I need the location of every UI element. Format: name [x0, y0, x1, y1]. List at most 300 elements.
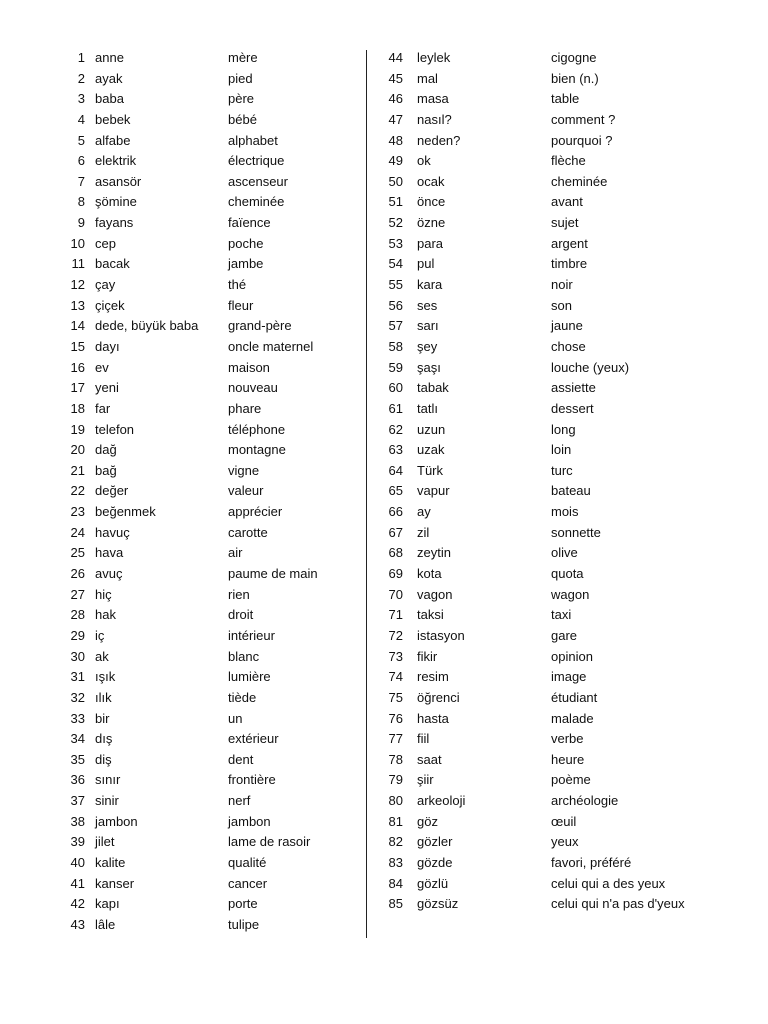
turkish-word: gözler	[417, 834, 453, 850]
vocabulary-entry	[378, 564, 708, 585]
french-translation: quota	[551, 566, 584, 582]
french-translation: phare	[228, 400, 262, 416]
entry-number: 67	[388, 524, 403, 540]
vocabulary-entry	[378, 213, 708, 234]
french-translation: blanc	[228, 648, 260, 664]
french-translation: fleur	[228, 297, 254, 313]
french-translation: yeux	[551, 834, 579, 850]
entry-number: 77	[388, 731, 403, 747]
entry-number: 46	[388, 91, 403, 107]
french-translation: œuil	[551, 813, 577, 829]
turkish-word: öğrenci	[417, 689, 460, 705]
column-divider	[366, 50, 367, 938]
vocabulary-entry	[378, 89, 708, 110]
vocabulary-entry	[60, 192, 360, 213]
vocabulary-entry	[60, 874, 360, 895]
french-translation: bien (n.)	[551, 70, 599, 86]
vocabulary-entry	[60, 151, 360, 172]
turkish-word: bacak	[95, 256, 130, 272]
turkish-word: özne	[417, 215, 446, 231]
vocabulary-entry	[378, 399, 708, 420]
entry-number: 69	[388, 566, 403, 582]
vocabulary-entry	[378, 192, 708, 213]
turkish-word: bir	[95, 710, 110, 726]
vocabulary-entry	[60, 461, 360, 482]
entry-number: 39	[70, 834, 85, 850]
turkish-word: gözlü	[417, 875, 449, 891]
entry-number: 38	[70, 813, 85, 829]
vocabulary-entry	[60, 234, 360, 255]
entry-number: 23	[70, 504, 85, 520]
turkish-word: şömine	[95, 194, 137, 210]
entry-number: 35	[70, 751, 85, 767]
entry-number: 3	[77, 91, 85, 107]
entry-number: 4	[77, 111, 85, 127]
turkish-word: ayak	[95, 70, 123, 86]
vocabulary-entry	[60, 89, 360, 110]
french-translation: jambon	[228, 813, 271, 829]
turkish-word: fikir	[417, 648, 438, 664]
entry-number: 5	[77, 132, 85, 148]
vocabulary-entry	[378, 585, 708, 606]
french-translation: loin	[551, 442, 572, 458]
french-translation: cheminée	[551, 173, 608, 189]
french-translation: électrique	[228, 153, 285, 169]
entry-number: 52	[388, 215, 403, 231]
vocabulary-entry	[378, 894, 708, 915]
vocabulary-entry	[60, 481, 360, 502]
entry-number: 10	[70, 235, 85, 251]
entry-number: 55	[388, 277, 403, 293]
entry-number: 29	[70, 627, 85, 643]
entry-number: 53	[388, 235, 403, 251]
vocabulary-entry	[60, 316, 360, 337]
turkish-word: sınır	[95, 772, 121, 788]
french-translation: faïence	[228, 215, 271, 231]
french-translation: étudiant	[551, 689, 598, 705]
french-translation: image	[551, 669, 587, 685]
vocabulary-entry	[378, 729, 708, 750]
turkish-word: diş	[95, 751, 112, 767]
turkish-word: resim	[417, 669, 449, 685]
entry-number: 20	[70, 442, 85, 458]
turkish-word: değer	[95, 483, 129, 499]
turkish-word: uzun	[417, 421, 446, 437]
turkish-word: sarı	[417, 318, 439, 334]
entry-number: 68	[388, 545, 403, 561]
vocabulary-entry	[378, 358, 708, 379]
vocabulary-entry	[60, 337, 360, 358]
vocabulary-entry	[378, 791, 708, 812]
turkish-word: dede, büyük baba	[95, 318, 199, 334]
entry-number: 32	[70, 689, 85, 705]
turkish-word: ılık	[95, 689, 112, 705]
vocabulary-entry	[378, 874, 708, 895]
french-translation: montagne	[228, 442, 286, 458]
entry-number: 36	[70, 772, 85, 788]
entry-number: 59	[388, 359, 403, 375]
french-translation: celui qui a des yeux	[551, 875, 666, 891]
entry-number: 83	[388, 854, 403, 870]
vocabulary-entry	[60, 131, 360, 152]
french-translation: taxi	[551, 607, 572, 623]
entry-number: 42	[70, 896, 85, 912]
entry-number: 33	[70, 710, 85, 726]
french-translation: flèche	[551, 153, 586, 169]
vocabulary-entry	[378, 378, 708, 399]
vocabulary-entry	[378, 605, 708, 626]
entry-number: 72	[388, 627, 403, 643]
entry-number: 50	[388, 173, 403, 189]
french-translation: long	[551, 421, 576, 437]
french-translation: comment ?	[551, 111, 616, 127]
french-translation: sonnette	[551, 524, 601, 540]
entry-number: 43	[70, 916, 85, 932]
french-translation: thé	[228, 277, 247, 293]
turkish-word: dayı	[95, 338, 120, 354]
entry-number: 81	[388, 813, 403, 829]
turkish-word: havuç	[95, 524, 130, 540]
vocabulary-list-right	[378, 48, 708, 915]
turkish-word: gözsüz	[417, 896, 459, 912]
turkish-word: anne	[95, 50, 124, 65]
vocabulary-entry	[60, 812, 360, 833]
french-translation: mère	[228, 50, 258, 65]
vocabulary-entry	[378, 543, 708, 564]
turkish-word: leylek	[417, 50, 451, 65]
entry-number: 26	[70, 566, 85, 582]
entry-number: 48	[388, 132, 403, 148]
vocabulary-entry	[60, 275, 360, 296]
turkish-word: ok	[417, 153, 431, 169]
turkish-word: şey	[417, 338, 438, 354]
turkish-word: şiir	[417, 772, 434, 788]
vocabulary-entry	[378, 254, 708, 275]
entry-number: 66	[388, 504, 403, 520]
vocabulary-entry	[60, 378, 360, 399]
french-translation: un	[228, 710, 243, 726]
entry-number: 56	[388, 297, 403, 313]
turkish-word: jambon	[95, 813, 138, 829]
french-translation: cheminée	[228, 194, 285, 210]
turkish-word: istasyon	[417, 627, 465, 643]
french-translation: porte	[228, 896, 258, 912]
vocabulary-entry	[378, 151, 708, 172]
entry-number: 19	[70, 421, 85, 437]
turkish-word: zeytin	[417, 545, 451, 561]
entry-number: 60	[388, 380, 403, 396]
vocabulary-entry	[378, 667, 708, 688]
turkish-word: ay	[417, 504, 431, 520]
entry-number: 15	[70, 338, 85, 354]
french-translation: droit	[228, 607, 254, 623]
turkish-word: cep	[95, 235, 116, 251]
entry-number: 7	[77, 173, 85, 189]
turkish-word: ak	[95, 648, 109, 664]
turkish-word: ışık	[95, 669, 116, 685]
french-translation: téléphone	[228, 421, 286, 437]
french-translation: paume de main	[228, 566, 318, 582]
turkish-word: taksi	[417, 607, 444, 623]
vocabulary-entry	[60, 399, 360, 420]
vocabulary-entry	[378, 420, 708, 441]
turkish-word: Türk	[417, 462, 443, 478]
turkish-word: beğenmek	[95, 504, 156, 520]
vocabulary-entry	[378, 688, 708, 709]
entry-number: 45	[388, 70, 403, 86]
french-translation: jambe	[228, 256, 264, 272]
vocabulary-entry	[60, 667, 360, 688]
entry-number: 6	[77, 153, 85, 169]
french-translation: jaune	[551, 318, 583, 334]
french-translation: frontière	[228, 772, 276, 788]
vocabulary-entry	[60, 626, 360, 647]
french-translation: table	[551, 91, 580, 107]
french-translation: air	[228, 545, 243, 561]
french-translation: heure	[551, 751, 585, 767]
vocabulary-entry	[60, 69, 360, 90]
french-translation: nouveau	[228, 380, 278, 396]
french-translation: nerf	[228, 793, 251, 809]
french-translation: turc	[551, 462, 573, 478]
entry-number: 78	[388, 751, 403, 767]
vocabulary-entry	[60, 543, 360, 564]
turkish-word: lâle	[95, 916, 116, 932]
french-translation: wagon	[551, 586, 590, 602]
french-translation: assiette	[551, 380, 596, 396]
turkish-word: far	[95, 400, 111, 416]
turkish-word: saat	[417, 751, 442, 767]
turkish-word: masa	[417, 91, 449, 107]
turkish-word: bebek	[95, 111, 131, 127]
french-translation: gare	[551, 627, 578, 643]
vocabulary-entry	[378, 812, 708, 833]
vocabulary-entry	[60, 791, 360, 812]
entry-number: 11	[71, 256, 85, 272]
entry-number: 49	[388, 153, 403, 169]
french-translation: dessert	[551, 400, 594, 416]
turkish-word: göz	[417, 813, 438, 829]
french-translation: celui qui n'a pas d'yeux	[551, 896, 685, 912]
french-translation: vigne	[228, 462, 260, 478]
entry-number: 61	[388, 400, 403, 416]
vocabulary-entry	[60, 564, 360, 585]
vocabulary-entry	[378, 172, 708, 193]
turkish-word: hasta	[417, 710, 449, 726]
entry-number: 47	[388, 111, 403, 127]
vocabulary-entry	[378, 481, 708, 502]
turkish-word: alfabe	[95, 132, 131, 148]
french-translation: dent	[228, 751, 254, 767]
turkish-word: önce	[417, 194, 446, 210]
vocabulary-entry	[378, 110, 708, 131]
entry-number: 14	[70, 318, 85, 334]
french-translation: mois	[551, 504, 579, 520]
entry-number: 28	[70, 607, 85, 623]
turkish-word: ocak	[417, 173, 445, 189]
vocabulary-entry	[60, 647, 360, 668]
turkish-word: vagon	[417, 586, 453, 602]
turkish-word: çay	[95, 277, 116, 293]
french-translation: pourquoi ?	[551, 132, 613, 148]
entry-number: 34	[70, 731, 85, 747]
entry-number: 25	[70, 545, 85, 561]
turkish-word: vapur	[417, 483, 450, 499]
vocabulary-entry	[378, 853, 708, 874]
vocabulary-entry	[60, 213, 360, 234]
vocabulary-entry	[60, 502, 360, 523]
turkish-word: hak	[95, 607, 116, 623]
french-translation: cigogne	[551, 50, 597, 65]
entry-number: 18	[70, 400, 85, 416]
french-translation: rien	[228, 586, 250, 602]
turkish-word: telefon	[95, 421, 135, 437]
vocabulary-entry	[378, 832, 708, 853]
turkish-word: jilet	[95, 834, 115, 850]
french-translation: père	[228, 91, 255, 107]
french-translation: valeur	[228, 483, 264, 499]
turkish-word: fiil	[417, 731, 430, 747]
turkish-word: avuç	[95, 566, 123, 582]
vocabulary-entry	[378, 750, 708, 771]
french-translation: bébé	[228, 111, 257, 127]
vocabulary-entry	[378, 48, 708, 69]
french-translation: olive	[551, 545, 578, 561]
turkish-word: pul	[417, 256, 435, 272]
vocabulary-entry	[60, 523, 360, 544]
entry-number: 12	[70, 277, 85, 293]
entry-number: 13	[70, 297, 85, 313]
french-translation: malade	[551, 710, 594, 726]
french-translation: pied	[228, 70, 253, 86]
vocabulary-entry	[378, 440, 708, 461]
entry-number: 1	[77, 50, 85, 65]
vocabulary-entry	[60, 709, 360, 730]
turkish-word: kapı	[95, 896, 120, 912]
turkish-word: ses	[417, 297, 438, 313]
turkish-word: çiçek	[95, 297, 125, 313]
entry-number: 79	[388, 772, 403, 788]
entry-number: 30	[70, 648, 85, 664]
turkish-word: asansör	[95, 173, 142, 189]
french-translation: poème	[551, 772, 591, 788]
french-translation: archéologie	[551, 793, 619, 809]
french-translation: poche	[228, 235, 264, 251]
french-translation: qualité	[228, 854, 267, 870]
french-translation: cancer	[228, 875, 268, 891]
vocabulary-entry	[60, 440, 360, 461]
french-translation: avant	[551, 194, 583, 210]
vocabulary-entry	[60, 254, 360, 275]
french-translation: oncle maternel	[228, 338, 314, 354]
vocabulary-entry	[60, 420, 360, 441]
french-translation: chose	[551, 338, 586, 354]
french-translation: noir	[551, 277, 573, 293]
entry-number: 71	[388, 607, 403, 623]
french-translation: favori, préféré	[551, 854, 632, 870]
vocabulary-entry	[378, 316, 708, 337]
turkish-word: tabak	[417, 380, 449, 396]
french-translation: ascenseur	[228, 173, 288, 189]
vocabulary-entry	[378, 626, 708, 647]
entry-number: 58	[388, 338, 403, 354]
turkish-word: mal	[417, 70, 438, 86]
french-translation: timbre	[551, 256, 588, 272]
entry-number: 8	[77, 194, 85, 210]
entry-number: 82	[388, 834, 403, 850]
french-translation: lumière	[228, 669, 271, 685]
french-translation: argent	[551, 235, 588, 251]
vocabulary-entry	[60, 729, 360, 750]
vocabulary-entry	[60, 853, 360, 874]
entry-number: 9	[77, 215, 85, 231]
turkish-word: gözde	[417, 854, 453, 870]
entry-number: 16	[70, 359, 85, 375]
entry-number: 63	[388, 442, 403, 458]
vocabulary-entry	[378, 523, 708, 544]
vocabulary-entry	[378, 296, 708, 317]
vocabulary-list-left	[60, 48, 360, 936]
turkish-word: uzak	[417, 442, 445, 458]
vocabulary-entry	[60, 585, 360, 606]
turkish-word: fayans	[95, 215, 134, 231]
entry-number: 51	[388, 194, 403, 210]
entry-number: 57	[388, 318, 403, 334]
turkish-word: baba	[95, 91, 124, 107]
entry-number: 27	[70, 586, 85, 602]
entry-number: 85	[388, 896, 403, 912]
french-translation: intérieur	[228, 627, 275, 643]
entry-number: 40	[70, 854, 85, 870]
vocabulary-entry	[378, 502, 708, 523]
vocabulary-entry	[378, 275, 708, 296]
french-translation: son	[551, 297, 572, 313]
vocabulary-entry	[60, 770, 360, 791]
turkish-word: kota	[417, 566, 442, 582]
french-translation: tiède	[228, 689, 257, 705]
entry-number: 62	[388, 421, 403, 437]
vocabulary-entry	[378, 709, 708, 730]
turkish-word: ev	[95, 359, 109, 375]
entry-number: 24	[70, 524, 85, 540]
french-translation: carotte	[228, 524, 268, 540]
turkish-word: dağ	[95, 442, 117, 458]
entry-number: 54	[388, 256, 403, 272]
turkish-word: tatlı	[417, 400, 438, 416]
vocabulary-entry	[60, 688, 360, 709]
vocabulary-entry	[378, 69, 708, 90]
entry-number: 37	[70, 793, 85, 809]
vocabulary-entry	[60, 605, 360, 626]
french-translation: verbe	[551, 731, 584, 747]
french-translation: alphabet	[228, 132, 278, 148]
turkish-word: kara	[417, 277, 443, 293]
turkish-word: yeni	[95, 380, 119, 396]
french-translation: grand-père	[228, 318, 292, 334]
entry-number: 75	[388, 689, 403, 705]
french-translation: lame de rasoir	[228, 834, 311, 850]
french-translation: louche (yeux)	[551, 359, 630, 375]
french-translation: sujet	[551, 215, 579, 231]
entry-number: 31	[70, 669, 85, 685]
french-translation: opinion	[551, 648, 593, 664]
entry-number: 80	[388, 793, 403, 809]
turkish-word: hava	[95, 545, 124, 561]
french-translation: apprécier	[228, 504, 283, 520]
turkish-word: kalite	[95, 854, 126, 870]
turkish-word: sinir	[95, 793, 119, 809]
french-translation: bateau	[551, 483, 591, 499]
